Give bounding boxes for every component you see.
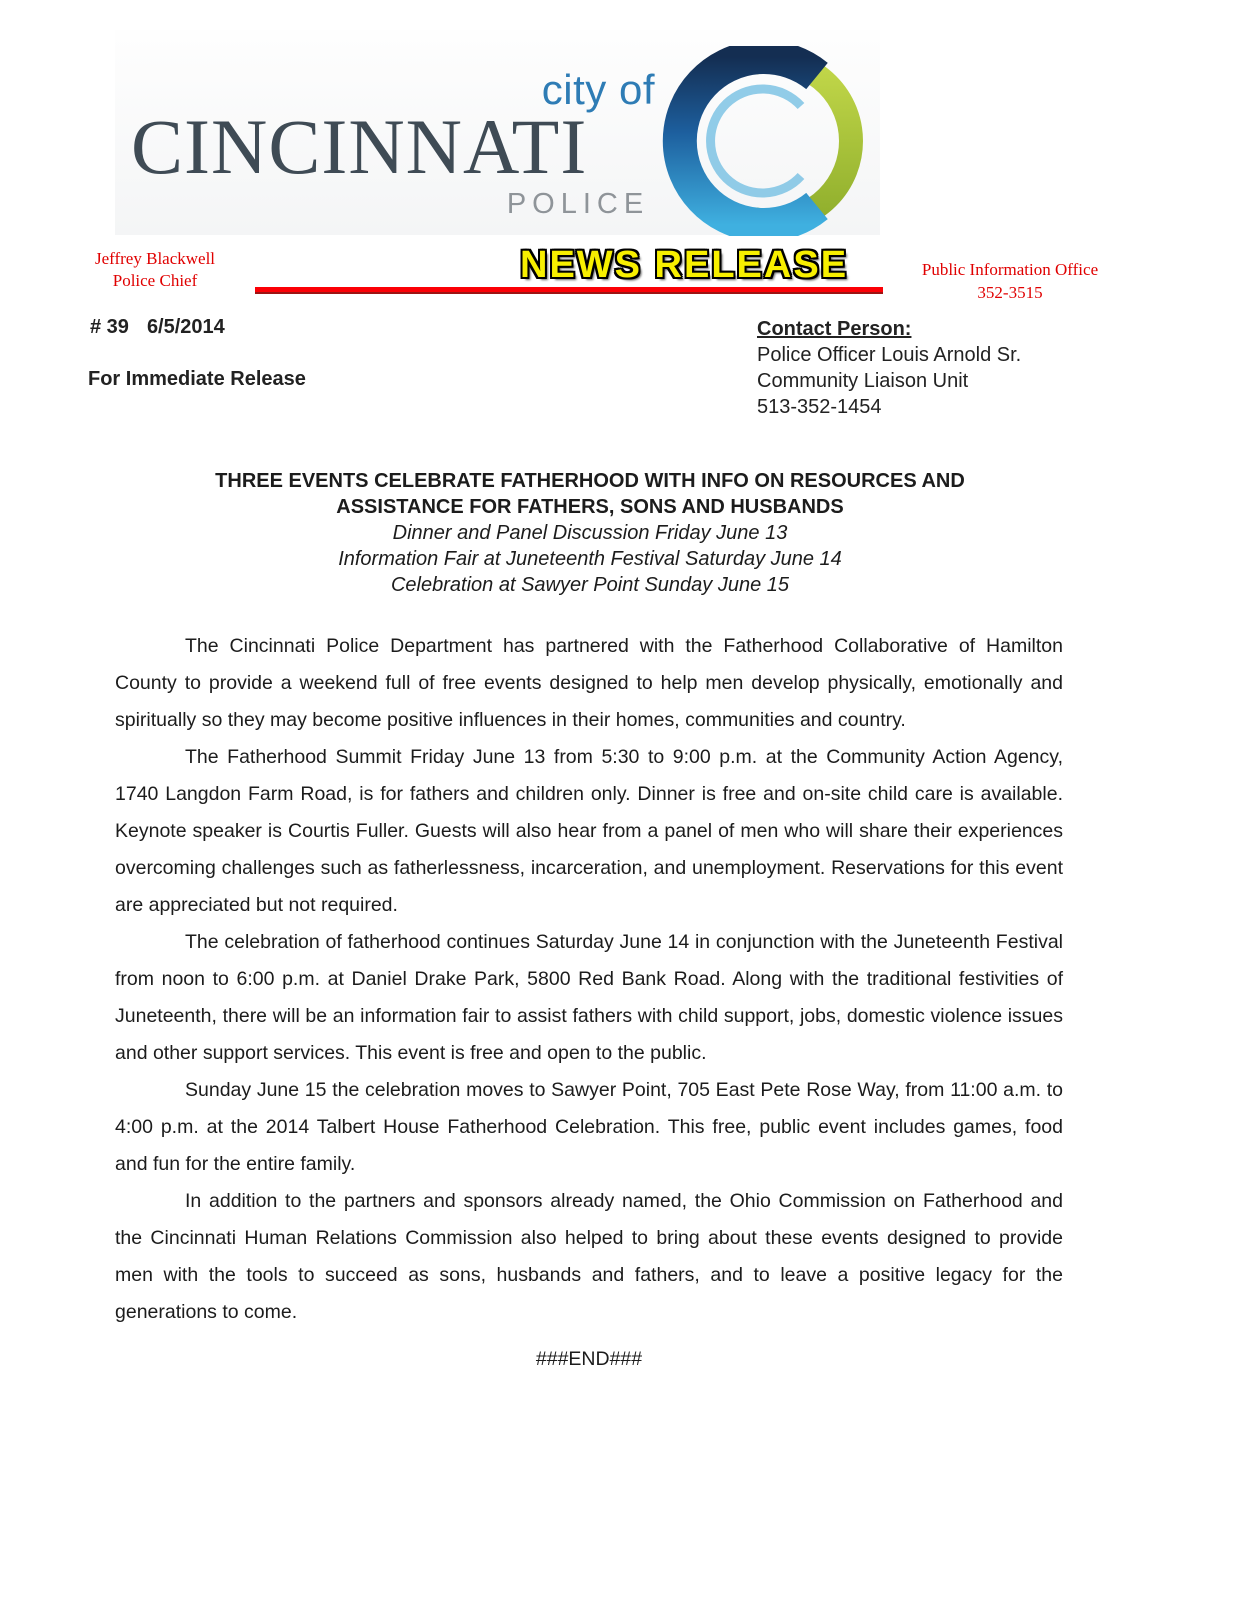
news-release-banner: NEWS RELEASE — [520, 244, 849, 286]
headline-block — [115, 468, 1065, 598]
contact-person-label: Contact Person: — [757, 318, 912, 340]
contact-name: Police Officer Louis Arnold Sr. — [757, 344, 1022, 366]
headline-subtitle: Information Fair at Juneteenth Festival Saturday June 14 — [338, 548, 842, 570]
headline-title-line1: THREE EVENTS CELEBRATE FATHERHOOD WITH INFO ON RESOURCES AND — [215, 470, 965, 492]
headline-subtitle: Celebration at Sawyer Point Sunday June 15 — [390, 574, 790, 596]
body-paragraph: In addition to the partners and sponsors already named, the Ohio Commission on Fatherhood and the Cincinnati Human Relations Commission also helped to bring about these events designed to provide men with the tools to succeed as sons, husbands and fathers, and to leave a positive legacy for the generations to come. — [115, 1190, 1063, 1323]
for-immediate-release: For Immediate Release — [88, 368, 306, 390]
body-paragraph: The Cincinnati Police Department has partnered with the Fatherhood Collaborative of Hamilton County to provide a weekend full of free events designed to help men develop physically, emotionally and spiritually so they may become positive influences in their homes, communities and country. — [115, 635, 1063, 731]
contact-person-block — [757, 316, 1021, 420]
release-date: 6/5/2014 — [146, 316, 225, 338]
police-chief-block — [70, 248, 240, 292]
body-paragraph: Sunday June 15 the celebration moves to Sawyer Point, 705 East Pete Rose Way, from 11:00 a.m. to 4:00 p.m. at the 2014 Talbert House Fatherhood Celebration. This free, public event includes games, food and fun for the entire family. — [115, 1079, 1063, 1175]
header-logo — [115, 30, 880, 235]
body-paragraph: The celebration of fatherhood continues Saturday June 14 in conjunction with the Juneteenth Festival from noon to 6:00 p.m. at Daniel Drake Park, 5800 Red Bank Road. Along with the traditional festivities of Juneteenth, there will be an information fair to assist fathers with child support, jobs, domestic violence issues and other support services. This event is free and open to the public. — [115, 931, 1063, 1064]
logo-police-text: POLICE — [506, 188, 650, 220]
release-number-row — [90, 316, 225, 339]
cincinnati-c-logo — [661, 46, 873, 236]
pio-phone: 352-3515 — [977, 283, 1043, 302]
pio-office-label: Public Information Office — [921, 260, 1099, 279]
logo-cincinnati-text: CINCINNATI — [131, 103, 588, 190]
body-paragraph: The Fatherhood Summit Friday June 13 from 5:30 to 9:00 p.m. at the Community Action Agency, 1740 Langdon Farm Road, is for fathers and children only. Dinner is free and on-site child care is available. Keynote speaker is Courtis Fuller. Guests will also hear from a panel of men who will share their experiences overcoming challenges such as fatherlessness, incarceration, and unemployment. Reservations for this event are appreciated but not required. — [115, 746, 1063, 916]
contact-unit: Community Liaison Unit — [757, 370, 969, 392]
press-release-body — [115, 628, 1063, 1378]
police-chief-name: Jeffrey Blackwell — [94, 249, 216, 268]
headline-title-line2: ASSISTANCE FOR FATHERS, SONS AND HUSBANDS — [336, 496, 844, 518]
end-mark: ###END### — [535, 1348, 643, 1370]
public-information-office-block — [900, 258, 1120, 304]
contact-phone: 513-352-1454 — [757, 396, 882, 418]
logo-city-of-text: city of — [541, 66, 655, 113]
headline-subtitle: Dinner and Panel Discussion Friday June 13 — [392, 522, 788, 544]
header-red-line — [255, 287, 883, 294]
release-number: # 39 — [90, 316, 129, 338]
police-chief-title: Police Chief — [112, 271, 198, 290]
